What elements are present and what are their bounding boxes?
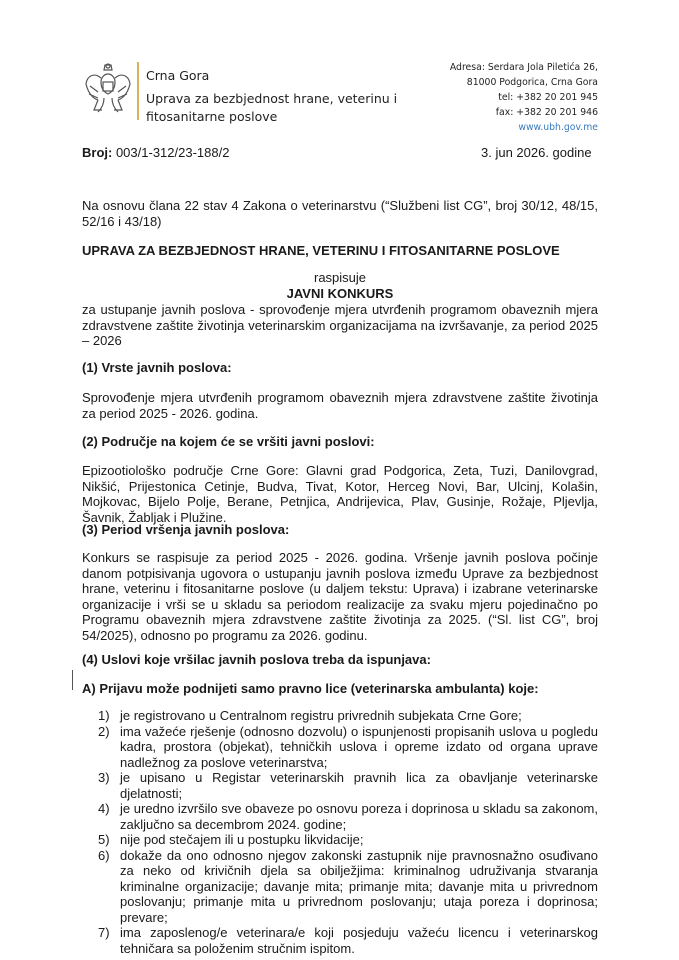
website-link[interactable]: www.ubh.gov.me (518, 122, 598, 133)
item-number: 2) (98, 723, 110, 739)
document-date: 3. jun 2026. godine (481, 145, 592, 160)
agency-name-line2: fitosanitarne poslove (146, 109, 278, 124)
phone: tel: +382 20 201 945 (498, 92, 598, 103)
list-item (90, 770, 598, 801)
item-text: ima važeće rješenje (odnosno dozvolu) o ispunjenosti propisanih uslova u pogledu kadra, prostora (objekat), tehničkih uslova i opreme izdato od organa uprave nadležnog za poslove veterinarstva; (120, 723, 598, 770)
issuer-heading: UPRAVA ZA BEZBJEDNOST HRANE, VETERINU I FITOSANITARNE POSLOVE (82, 243, 560, 258)
document-subtitle: za ustupanje javnih poslova - sprovođenje mjera utvrđenih programom obaveznih mjera zdravstvene zaštite životinja veterinarskim organizacijama na izvršavanje, za period 2025 – 2026 (82, 302, 598, 348)
announces-text: raspisuje (313, 270, 367, 285)
list-item (90, 832, 598, 848)
item-text: je uredno izvršilo sve obaveze po osnovu poreza i doprinosa u skladu sa zakonom, zaključno sa decembrom 2024. godine; (120, 801, 598, 832)
item-text: je upisano u Registar veterinarskih pravnih lica za obavljanje veterinarske djelatnosti; (120, 770, 598, 801)
list-item (90, 925, 598, 956)
document-title: JAVNI KONKURS (286, 286, 394, 301)
section-1-body: Sprovođenje mjera utvrđenih programom obaveznih mjera zdravstvene zaštite životinja za period 2025 - 2026. godina. (82, 390, 598, 421)
item-number: 4) (98, 801, 110, 816)
legal-basis: Na osnovu člana 22 stav 4 Zakona o veterinarstvu (“Službeni list CG”, broj 30/12, 48/15, 52/16 i 43/18) (82, 198, 598, 229)
reference-number (82, 145, 229, 160)
item-number: 5) (98, 832, 110, 847)
conditions-list (90, 708, 598, 956)
reference-value: 003/1-312/23-188/2 (112, 145, 230, 160)
item-text: nije pod stečajem ili u postupku likvidacije; (120, 832, 364, 847)
address-line2: 81000 Podgorica, Crna Gora (466, 77, 598, 88)
list-item (90, 801, 598, 832)
list-item (90, 724, 598, 771)
section-4-heading: (4) Uslovi koje vršilac javnih poslova treba da ispunjava: (82, 652, 431, 667)
item-number: 6) (98, 847, 110, 863)
item-text: dokaže da ono odnosno njegov zakonski zastupnik nije pravnosnažno osuđivano za neko od krivičnih djela sa obilježjima: kriminalnog udruživanja stvaranja kriminalne organizacije; davanje mita; primanje mita; davanje mita u privrednom poslovanju; primanje mita u privrednom poslovanju; utaja poreza i doprinosa; prevare; (120, 847, 598, 925)
reference-label: Broj: (82, 145, 113, 160)
header-divider (137, 62, 139, 120)
item-text: je registrovano u Centralnom registru privrednih subjekata Crne Gore; (120, 708, 522, 723)
fax: fax: +382 20 201 946 (495, 107, 598, 118)
list-item (90, 708, 598, 724)
section-3-heading: (3) Period vršenja javnih poslova: (82, 522, 290, 537)
text-cursor (72, 670, 73, 690)
list-item (90, 848, 598, 926)
contact-block (450, 60, 598, 135)
coat-of-arms-logo (84, 62, 132, 120)
item-number: 3) (98, 770, 110, 785)
address-line1: Adresa: Serdara Jola Piletića 26, (449, 62, 598, 73)
agency-name (146, 90, 397, 126)
section-3-body: Konkurs se raspisuje za period 2025 - 2026. godina. Vršenje javnih poslova počinje danom potpisivanja ugovora o ustupanju javnih poslova između Uprave za bezbjednost hrane, veterinu i fitosanitarne poslove (u daljem tekstu: Uprava) i izabrane veterinarske organizacije i vrši se u skladu sa periodom realizacije za svaku mjeru pojedinačno po Programu obaveznih mjera zdravstvene zaštite životinja za 2025. (“Sl. list CG”, broj 54/2025), odnosno po programu za 2026. godinu. (82, 550, 598, 643)
item-number: 1) (98, 708, 110, 723)
item-text: ima zaposlenog/e veterinara/e koji posjeduju važeću licencu i veterinarskog tehničara sa položenim stručnim ispitom. (120, 925, 598, 956)
section-2-body: Epizootiološko područje Crne Gore: Glavni grad Podgorica, Zeta, Tuzi, Danilovgrad, Nikšić, Prijestonica Cetinje, Budva, Tivat, Kotor, Herceg Novi, Bar, Ulcinj, Kolašin, Mojkovac, Bijelo Polje, Berane, Petnjica, Andrijevica, Plav, Gusinje, Rožaje, Pljevlja, Šavnik, Žabljak i Plužine. (82, 463, 598, 525)
item-number: 7) (98, 925, 110, 940)
section-1-heading: (1) Vrste javnih poslova: (82, 360, 232, 375)
agency-name-line1: Uprava za bezbjednost hrane, veterinu i (146, 91, 398, 106)
section-2-heading: (2) Područje na kojem će se vršiti javni poslovi: (82, 434, 375, 449)
country-name: Crna Gora (146, 68, 210, 83)
section-4-subheading: A) Prijavu može podnijeti samo pravno lice (veterinarska ambulanta) koje: (82, 681, 539, 696)
